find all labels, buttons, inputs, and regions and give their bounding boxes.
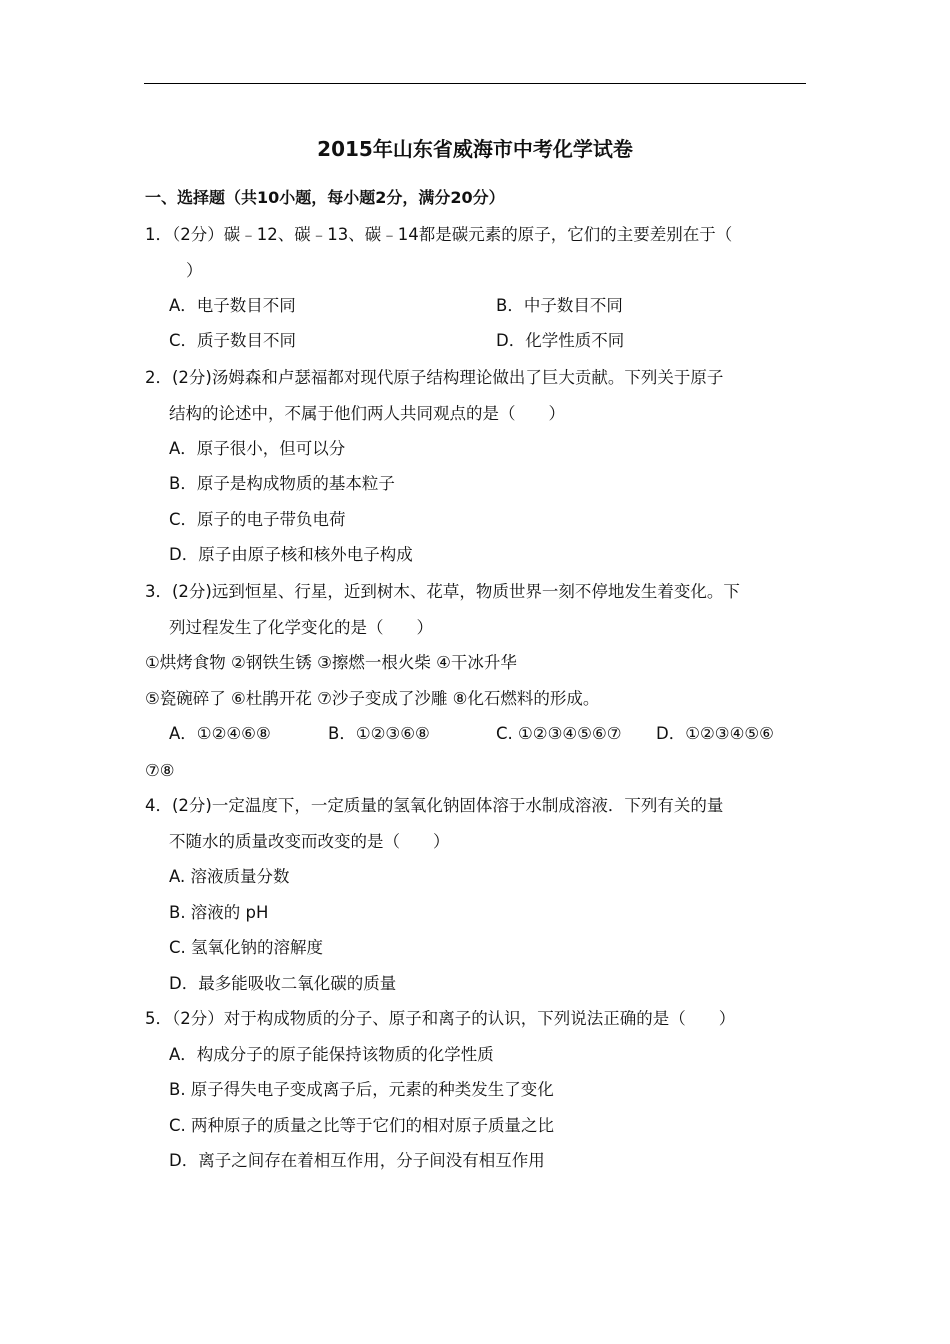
q3-stem-line-1: 3．(2分)远到恒星、行星，近到树木、花草，物质世界一刻不停地发生着变化。下 xyxy=(145,582,740,601)
q5-option-b: B. 原子得失电子变成离子后，元素的种类发生了变化 xyxy=(169,1080,554,1099)
q4-option-b: B. 溶液的 pH xyxy=(169,903,269,922)
q2-stem-line-1: 2．(2分)汤姆森和卢瑟福都对现代原子结构理论做出了巨大贡献。下列关于原子 xyxy=(145,368,724,387)
q2-option-d: D．原子由原子核和核外电子构成 xyxy=(169,545,413,564)
q3-option-b: B．①②③⑥⑧ xyxy=(328,724,430,743)
q3-option-d-continued: ⑦⑧ xyxy=(145,761,175,780)
q3-option-c: C. ①②③④⑤⑥⑦ xyxy=(496,724,622,743)
q4-option-a: A. 溶液质量分数 xyxy=(169,867,290,886)
q3-option-d: D．①②③④⑤⑥ xyxy=(656,724,774,743)
q2-stem-line-2: 结构的论述中，不属于他们两人共同观点的是（ ） xyxy=(169,404,565,423)
q5-stem-line-1: 5．（2分）对于构成物质的分子、原子和离子的认识，下列说法正确的是（ ） xyxy=(145,1009,736,1028)
q5-option-c: C. 两种原子的质量之比等于它们的相对原子质量之比 xyxy=(169,1116,555,1135)
q3-items-line-2: ⑤瓷碗碎了 ⑥杜鹃开花 ⑦沙子变成了沙雕 ⑧化石燃料的形成。 xyxy=(145,689,600,708)
q1-stem-line-2: ） xyxy=(186,261,203,280)
section-heading: 一、选择题（共10小题，每小题2分，满分20分） xyxy=(145,188,505,207)
q2-option-a: A．原子很小，但可以分 xyxy=(169,439,346,458)
page-title: 2015年山东省威海市中考化学试卷 xyxy=(317,137,633,161)
q5-option-d: D．离子之间存在着相互作用，分子间没有相互作用 xyxy=(169,1151,545,1170)
q1-option-c: C．质子数目不同 xyxy=(169,331,297,350)
q4-stem-line-2: 不随水的质量改变而改变的是（ ） xyxy=(169,832,450,851)
q2-option-c: C．原子的电子带负电荷 xyxy=(169,510,346,529)
q1-option-b: B．中子数目不同 xyxy=(496,296,623,315)
q4-option-c: C. 氢氧化钠的溶解度 xyxy=(169,938,324,957)
q3-option-a: A．①②④⑥⑧ xyxy=(169,724,271,743)
q4-option-d: D．最多能吸收二氧化碳的质量 xyxy=(169,974,397,993)
top-rule xyxy=(144,83,806,84)
q2-option-b: B．原子是构成物质的基本粒子 xyxy=(169,474,395,493)
q1-option-a: A．电子数目不同 xyxy=(169,296,296,315)
q3-stem-line-2: 列过程发生了化学变化的是（ ） xyxy=(169,618,433,637)
q5-option-a: A．构成分子的原子能保持该物质的化学性质 xyxy=(169,1045,494,1064)
q1-stem-line-1: 1．（2分）碳﹣12、碳﹣13、碳﹣14都是碳元素的原子，它们的主要差别在于（ xyxy=(145,225,733,244)
q1-option-d: D．化学性质不同 xyxy=(496,331,625,350)
q3-items-line-1: ①烘烤食物 ②钢铁生锈 ③擦燃一根火柴 ④干冰升华 xyxy=(145,653,517,672)
q4-stem-line-1: 4．(2分)一定温度下，一定质量的氢氧化钠固体溶于水制成溶液．下列有关的量 xyxy=(145,796,724,815)
